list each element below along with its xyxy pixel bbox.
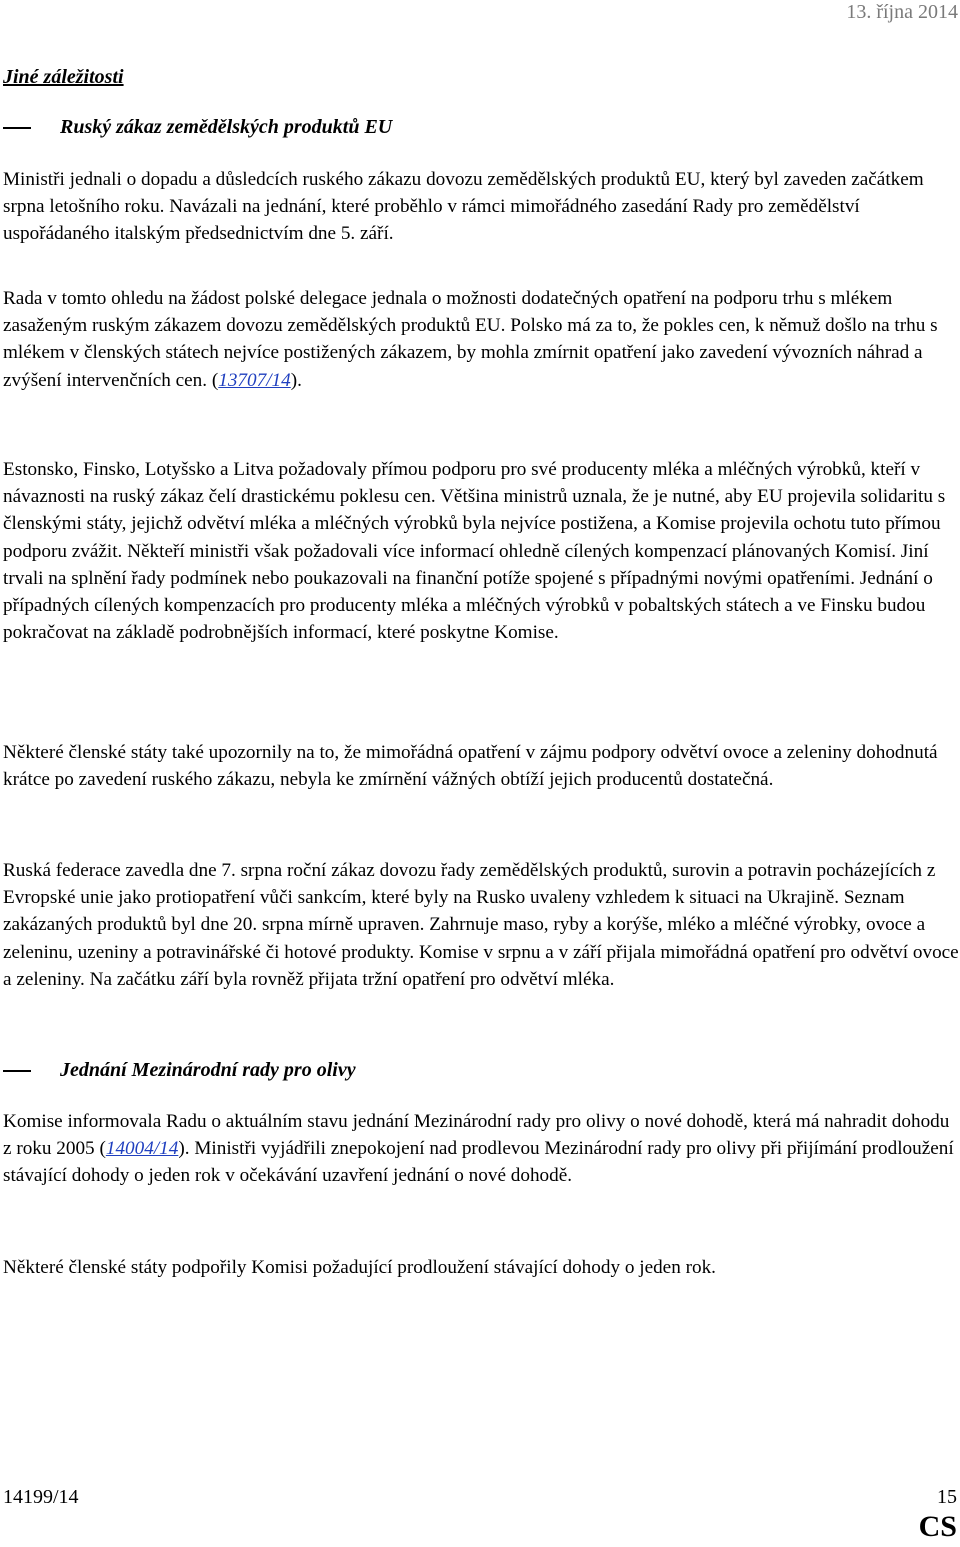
topic1-p2-text: Rada v tomto ohledu na žádost polské delegace jednala o možnosti dodatečných opatření na podporu trhu s mlékem zasaženým ruským zákazem dovozu zemědělských produktů EU. Polsko má za to, že pokles cen, k němuž došlo na trhu s mlékem v členských státech nejvíce postižených zákazem, by mohla zmírnit opatření jako zavedení vývozních náhrad a zvýšení intervenčních cen. ( bbox=[3, 288, 938, 391]
topic2-p1-text: Komise informovala Radu o aktuálním stavu jednání Mezinárodní rady pro olivy o nové dohodě, která má nahradit dohodu z roku 2005 ( bbox=[3, 1111, 950, 1160]
document-number: 14199/14 bbox=[3, 1486, 79, 1508]
topic1-paragraph-3: Estonsko, Finsko, Lotyšsko a Litva požadovaly přímou podporu pro své producenty mléka a mléčných výrobků, kteří v návaznosti na ruský zákaz čelí drastickému poklesu cen. Většina ministrů uznala, že je nutné, aby EU projevila solidaritu s členskými státy, jejichž odvětví mléka a mléčných výrobků byla nejvíce postižena, a Komise projevila ochotu tuto přímou podporu zvážit. Někteří ministři však požadovali více informací ohledně cílených kompenzací plánovaných Komisí. Jiní trvali na splnění řady podmínek nebo poukazovali na finanční potíže spojené s případnými novými opatřeními. Jednání o případných cílených kompenzacích pro producenty mléka a mléčných výrobků v pobaltských státech a ve Finsku budou pokračovat na základě podrobnějších informací, které poskytne Komise. bbox=[3, 459, 946, 644]
topic1-paragraph-5: Ruská federace zavedla dne 7. srpna roční zákaz dovozu řady zemědělských produktů, surovin a potravin pocházejících z Evropské unie jako protiopatření vůči sankcím, které byly na Rusko uvaleny vzhledem k situaci na Ukrajině. Seznam zakázaných produktů byl dne 20. srpna mírně upraven. Zahrnuje maso, ryby a korýše, mléko a mléčné výrobky, ovoce a zeleninu, uzeniny a potravinářské či hotové produkty. Komise v srpnu a v září přijala mimořádná opatření pro odvětví ovoce a zeleniny. Na začátku září byla rovněž přijata tržní opatření pro odvětví mléka. bbox=[3, 860, 959, 990]
topic1-title: Ruský zákaz zemědělských produktů EU bbox=[60, 116, 393, 138]
topic1-paragraph-2 bbox=[3, 285, 959, 394]
dash-marker bbox=[3, 127, 31, 129]
topic2-p1-end: ). Ministři vyjádřili znepokojení nad prodlevou Mezinárodní rady pro olivy při přijímání prodloužení stávající dohody o jeden rok v očekávání uzavření jednání o nové dohodě. bbox=[3, 1138, 954, 1187]
topic2-title: Jednání Mezinárodní rady pro olivy bbox=[60, 1059, 356, 1081]
document-date: 13. října 2014 bbox=[846, 1, 958, 23]
section-title: Jiné záležitosti bbox=[3, 66, 124, 88]
topic1-paragraph-1: Ministři jednali o dopadu a důsledcích ruského zákazu dovozu zemědělských produktů EU, který byl zaveden začátkem srpna letošního roku. Navázali na jednání, které proběhlo v rámci mimořádného zasedání Rady pro zemědělství uspořádaného italským předsednictvím dne 5. září. bbox=[3, 169, 924, 245]
topic2-paragraph-1 bbox=[3, 1108, 959, 1190]
topic1-heading bbox=[3, 114, 392, 140]
topic1-paragraph-4: Některé členské státy také upozornily na to, že mimořádná opatření v zájmu podpory odvětví ovoce a zeleniny dohodnutá krátce po zavedení ruského zákazu, nebyla ke zmírnění vážných obtíží jejich producentů dostatečná. bbox=[3, 742, 938, 791]
language-code: CS bbox=[918, 1510, 957, 1543]
topic2-heading bbox=[3, 1057, 356, 1083]
document-link-13707[interactable]: 13707/14 bbox=[218, 369, 291, 391]
page-number: 15 bbox=[937, 1486, 957, 1508]
dash-marker bbox=[3, 1070, 31, 1072]
topic1-p2-end: ). bbox=[290, 369, 302, 391]
topic2-paragraph-2: Některé členské státy podpořily Komisi požadující prodloužení stávající dohody o jeden rok. bbox=[3, 1257, 716, 1278]
document-link-14004[interactable]: 14004/14 bbox=[105, 1138, 179, 1160]
